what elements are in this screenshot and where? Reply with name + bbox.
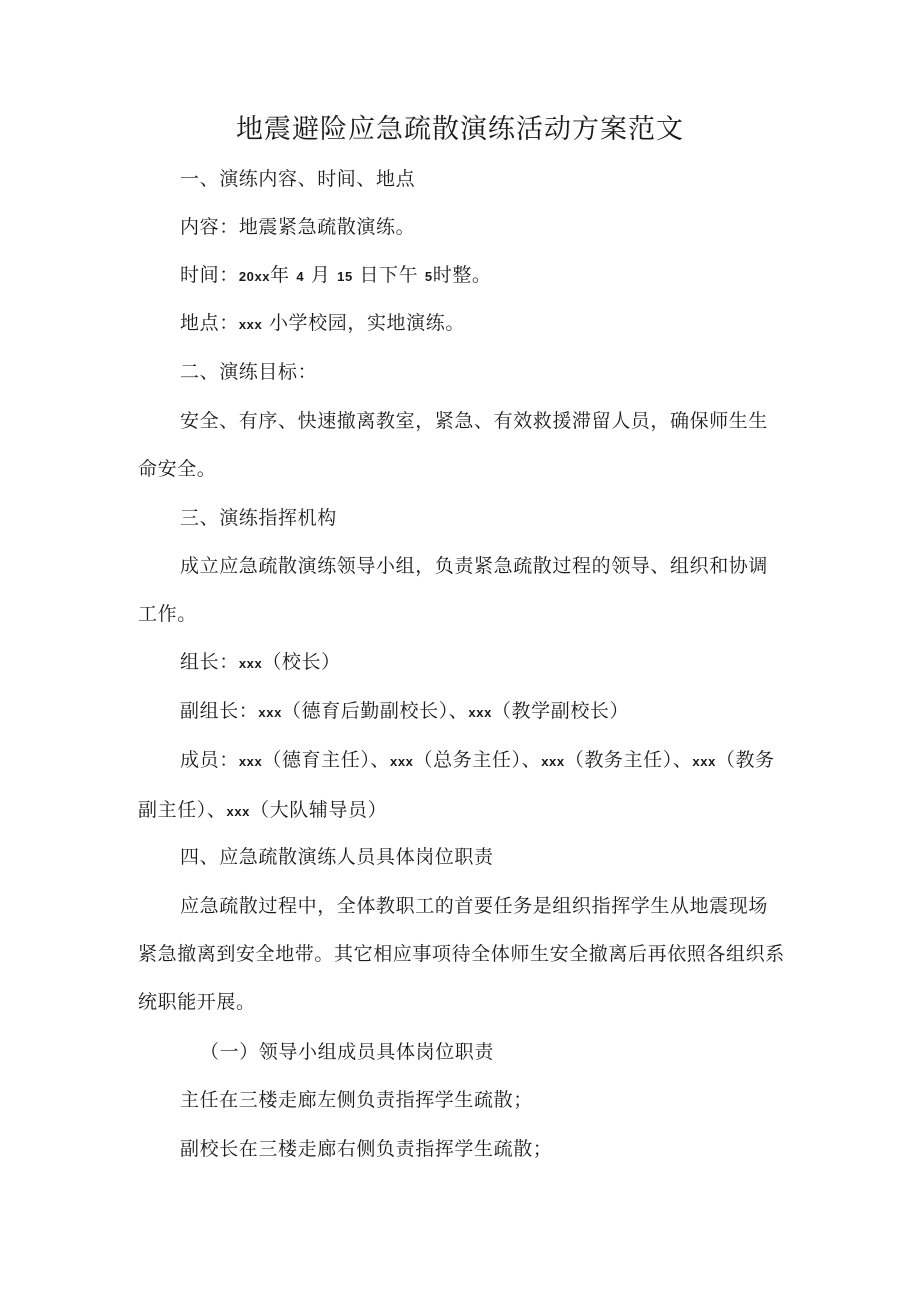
time-day: 15 (337, 269, 353, 284)
member-role-5: （大队辅导员） (250, 799, 388, 821)
place-text: 小学校园，实地演练。 (268, 312, 465, 334)
time-month-suffix: 月 (310, 264, 331, 286)
place-name: xxx (238, 317, 263, 332)
place-label: 地点： (180, 312, 239, 334)
time-year: 20xx (238, 269, 271, 284)
goal-paragraph: 安全、有序、快速撤离教室，紧急、有效救援滞留人员，确保师生生命安全。 (138, 410, 769, 480)
vice-leader-role-1: （德育后勤副校长）、 (281, 700, 469, 722)
subsection1-heading: （一）领导小组成员具体岗位职责 (200, 1041, 495, 1063)
time-year-suffix: 年 (270, 264, 290, 286)
member-name-4: xxx (692, 754, 716, 769)
member-name-1: xxx (238, 754, 263, 769)
vice-leader-label: 副组长： (180, 700, 259, 722)
member-role-2: （总务主任）、 (413, 749, 542, 771)
vice-leader-line (138, 687, 786, 737)
vice-leader-role-2: （教学副校长） (491, 700, 630, 722)
member-name-2: xxx (390, 754, 414, 769)
place-line (138, 299, 786, 349)
section4-paragraph: 应急疏散过程中，全体教职工的首要任务是组织指挥学生从地震现场紧急撤离到安全地带。其它相应事项待全体师生安全撤离后再依照各组织系统职能开展。 (138, 895, 785, 1013)
vice-leader-name-1: xxx (258, 705, 282, 720)
leader-label: 组长： (180, 651, 239, 673)
time-hour-suffix: 时整。 (432, 264, 492, 286)
section4-heading: 四、应急疏散演练人员具体岗位职责 (180, 846, 494, 868)
section3-paragraph: 成立应急疏散演练领导小组，负责紧急疏散过程的领导、组织和协调工作。 (138, 555, 769, 625)
time-day-suffix: 日下午 (359, 264, 419, 286)
member-name-3: xxx (541, 754, 565, 769)
time-label: 时间： (180, 264, 239, 286)
leader-role: （校长） (262, 651, 341, 673)
content-text: 地震紧急疏散演练。 (238, 216, 416, 238)
leader-line (138, 638, 786, 688)
member-role-4: （教务副主任）、 (138, 749, 775, 821)
time-month: 4 (296, 269, 305, 284)
leader-name: xxx (238, 656, 263, 671)
vice-leader-name-2: xxx (468, 705, 492, 720)
content-line (138, 203, 786, 251)
members-label: 成员： (180, 749, 239, 771)
members-paragraph (138, 736, 786, 836)
member-role-1: （德育主任）、 (262, 749, 391, 771)
member-role-3: （教务主任）、 (564, 749, 693, 771)
duty-line-2: 副校长在三楼走廊右侧负责指挥学生疏散； (180, 1138, 553, 1160)
section3-heading: 三、演练指挥机构 (180, 507, 337, 529)
member-name-5: xxx (226, 804, 251, 819)
document-title: 地震避险应急疏散演练活动方案范文 (236, 114, 684, 145)
content-label: 内容： (180, 216, 239, 238)
time-line (138, 251, 786, 301)
duty-line-1: 主任在三楼走廊左侧负责指挥学生疏散； (180, 1089, 533, 1111)
section1-heading: 一、演练内容、时间、地点 (180, 168, 416, 190)
section2-heading: 二、演练目标： (180, 361, 318, 383)
time-hour: 5 (424, 269, 433, 284)
